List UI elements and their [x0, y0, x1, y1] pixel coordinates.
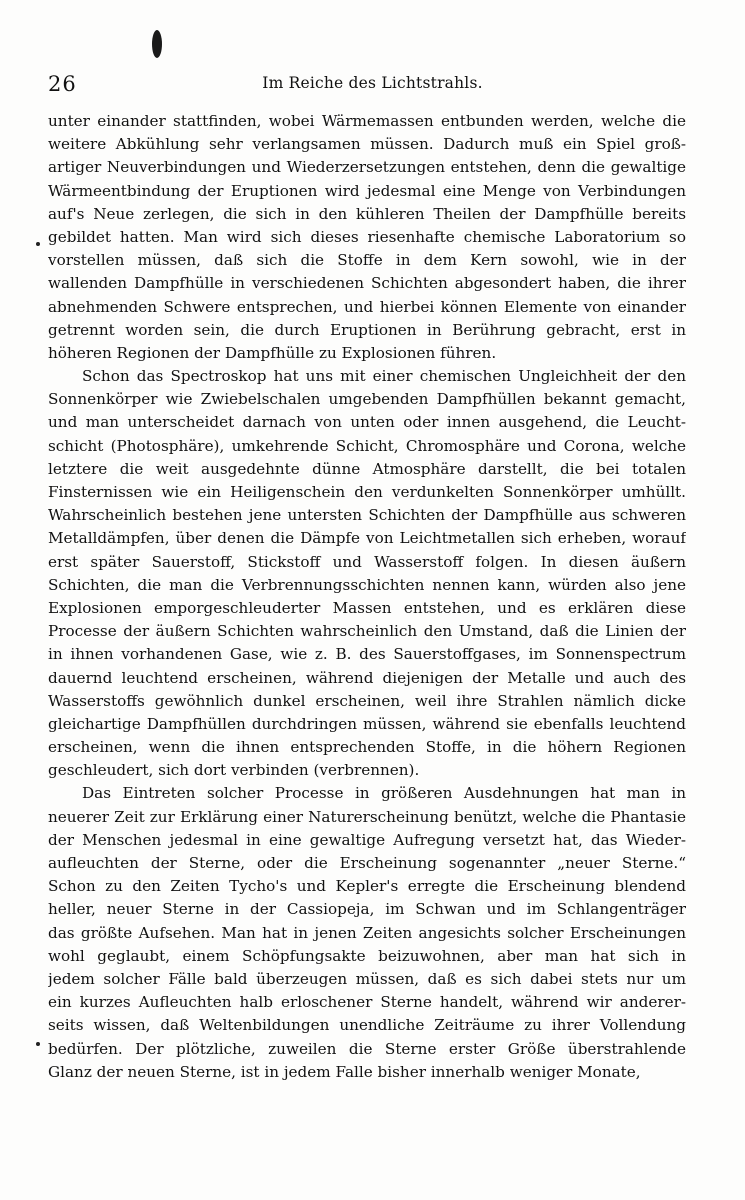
text-line: bedürfen. Der plötzliche, zuweilen die Sterne erster Größe überstrahlende [48, 1039, 686, 1058]
text-line: und man unterscheidet darnach von unten oder innen ausgehend, die Leucht- [48, 413, 686, 432]
margin-mark [36, 242, 40, 246]
margin-mark [36, 1042, 40, 1046]
text-line: in ihnen vorhandenen Gase, wie z. B. des Sauerstoffgases, im Sonnenspectrum [48, 645, 686, 664]
text-line: wohl geglaubt, einem Schöpfungsakte beizuwohnen, aber man hat sich in [48, 946, 686, 965]
text-line: Sonnenkörper wie Zwiebelschalen umgebenden Dampfhüllen bekannt gemacht, [48, 390, 686, 409]
body-text [48, 110, 686, 1084]
text-line: Finsternissen wie ein Heiligenschein den verdunkelten Sonnenkörper umhüllt. [48, 483, 686, 501]
text-line: Processe der äußern Schichten wahrscheinlich den Umstand, daß die Linien der [48, 622, 686, 641]
text-line: auf's Neue zerlegen, die sich in den kühleren Theilen der Dampfhülle bereits [48, 204, 686, 223]
text-line: neuerer Zeit zur Erklärung einer Naturerscheinung benützt, welche die Phantasie [48, 807, 686, 826]
text-line: weitere Abkühlung sehr verlangsamen müssen. Dadurch muß ein Spiel groß- [48, 135, 686, 154]
text-line: heller, neuer Sterne in der Cassiopeja, im Schwan und im Schlangenträger [48, 900, 686, 919]
text-line: jedem solcher Fälle bald überzeugen müssen, daß es sich dabei stets nur um [48, 969, 686, 988]
text-line: vorstellen müssen, daß sich die Stoffe in dem Kern sowohl, wie in der [48, 251, 686, 270]
text-line: unter einander stattfinden, wobei Wärmemassen entbunden werden, welche die [48, 112, 686, 130]
page-number: 26 [48, 72, 77, 96]
text-line: artiger Neuverbindungen und Wiederzersetzungen entstehen, denn die gewaltige [48, 158, 686, 177]
text-line: schicht (Photosphäre), umkehrende Schicht, Chromosphäre und Corona, welche [48, 436, 686, 455]
text-line: wallenden Dampfhülle in verschiedenen Schichten abgesondert haben, die ihrer [48, 274, 686, 293]
text-line: ein kurzes Aufleuchten halb erloschener Sterne handelt, während wir anderer- [48, 993, 686, 1012]
text-line: letztere die weit ausgedehnte dünne Atmosphäre darstellt, die bei totalen [48, 459, 686, 478]
text-line: Das Eintreten solcher Processe in größeren Ausdehnungen hat man in [82, 784, 686, 803]
paragraph [48, 365, 686, 782]
text-line: Wärmeentbindung der Eruptionen wird jedesmal eine Menge von Verbindungen [48, 181, 686, 200]
text-line: Schon das Spectroskop hat uns mit einer chemischen Ungleichheit der den [82, 367, 686, 386]
text-line: getrennt worden sein, die durch Eruptionen in Berührung gebracht, erst in [48, 320, 686, 339]
text-line: Explosionen emporgeschleuderter Massen entstehen, und es erklären diese [48, 598, 686, 617]
text-line: gebildet hatten. Man wird sich dieses riesenhafte chemische Laboratorium so [48, 227, 686, 246]
paragraph [48, 782, 686, 1083]
text-line: aufleuchten der Sterne, oder die Erscheinung sogenannter „neuer Sterne.“ [48, 854, 686, 872]
text-line: abnehmenden Schwere entsprechen, und hierbei können Elemente von einander [48, 297, 686, 316]
text-line: Schon zu den Zeiten Tycho's und Kepler's erregte die Erscheinung blendend [48, 877, 686, 896]
text-line: Wasserstoffs gewöhnlich dunkel erscheinen, weil ihre Strahlen nämlich dicke [48, 691, 686, 710]
text-line: der Menschen jedesmal in eine gewaltige Aufregung versetzt hat, das Wieder- [48, 830, 686, 849]
text-line: Metalldämpfen, über denen die Dämpfe von Leichtmetallen sich erheben, worauf [48, 529, 686, 548]
text-line: geschleudert, sich dort verbinden (verbrennen). [48, 761, 420, 780]
text-line: das größte Aufsehen. Man hat in jenen Zeiten angesichts solcher Erscheinungen [48, 923, 686, 942]
text-line: seits wissen, daß Weltenbildungen unendliche Zeiträume zu ihrer Vollendung [48, 1016, 686, 1035]
text-line: erscheinen, wenn die ihnen entsprechenden Stoffe, in die höhern Regionen [48, 738, 686, 757]
text-line: dauernd leuchtend erscheinen, während diejenigen der Metalle und auch des [48, 668, 686, 687]
running-head: Im Reiche des Lichtstrahls. [262, 74, 483, 92]
text-line: Glanz der neuen Sterne, ist in jedem Falle bisher innerhalb weniger Monate, [48, 1062, 641, 1081]
text-line: gleichartige Dampfhüllen durchdringen müssen, während sie ebenfalls leuchtend [48, 714, 686, 733]
text-line: höheren Regionen der Dampfhülle zu Explosionen führen. [48, 343, 497, 362]
text-line: erst später Sauerstoff, Stickstoff und Wasserstoff folgen. In diesen äußern [48, 552, 686, 571]
text-line: Schichten, die man die Verbrennungsschichten nennen kann, würden also jene [48, 575, 686, 594]
text-line: Wahrscheinlich bestehen jene untersten Schichten der Dampfhülle aus schweren [48, 506, 686, 525]
ink-blot [152, 30, 162, 58]
paragraph [48, 110, 686, 365]
